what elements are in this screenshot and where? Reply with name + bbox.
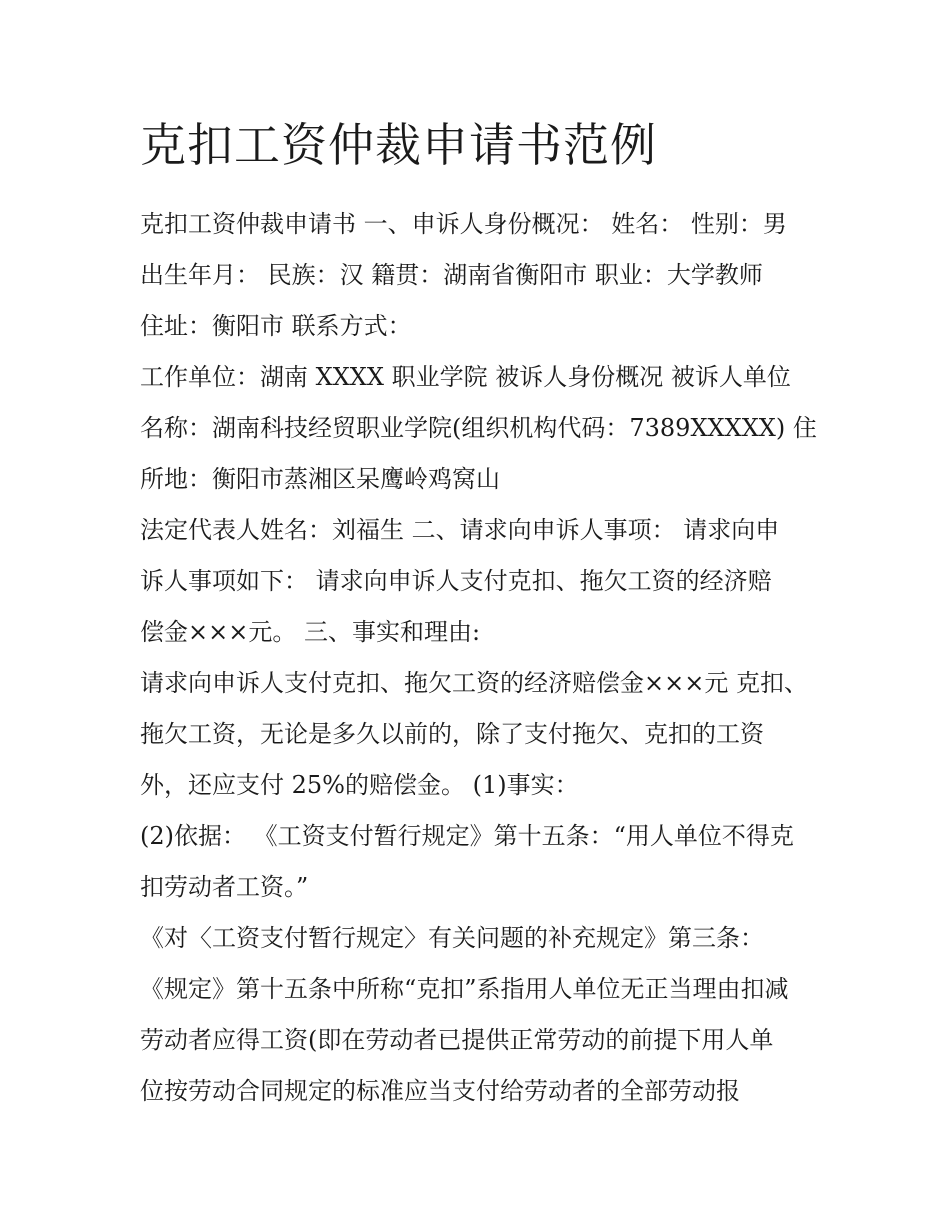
body-line: 工作单位：湖南 XXXX 职业学院 被诉人身份概况 被诉人单位	[140, 363, 791, 391]
body-line: 《规定》第十五条中所称“克扣”系指用人单位无正当理由扣减	[140, 975, 789, 1003]
body-line: 扣劳动者工资。”	[140, 873, 309, 901]
body-line: 名称：湖南科技经贸职业学院(组织机构代码：7389XXXXX) 住	[140, 414, 817, 442]
body-line: 诉人事项如下： 请求向申诉人支付克扣、拖欠工资的经济赔	[140, 567, 772, 595]
document-title: 克扣工资仲裁申请书范例	[140, 118, 657, 172]
body-line: 所地：衡阳市蒸湘区呆鹰岭鸡窝山	[140, 465, 500, 493]
body-line: 劳动者应得工资(即在劳动者已提供正常劳动的前提下用人单	[140, 1026, 774, 1054]
body-line: 外，还应支付 25%的赔偿金。 (1)事实：	[140, 771, 579, 799]
body-line: (2)依据： 《工资支付暂行规定》第十五条：“用人单位不得克	[140, 822, 794, 850]
body-line: 偿金×××元。 三、事实和理由:	[140, 618, 481, 646]
body-line: 克扣工资仲裁申请书 一、申诉人身份概况： 姓名： 性别：男	[140, 210, 787, 238]
body-line: 法定代表人姓名：刘福生 二、请求向申诉人事项： 请求向申	[140, 516, 780, 544]
document-body	[140, 199, 820, 1117]
body-line: 《对〈工资支付暂行规定〉有关问题的补充规定》第三条：	[140, 924, 764, 952]
body-line: 住址：衡阳市 联系方式：	[140, 312, 412, 340]
body-line: 出生年月： 民族：汉 籍贯：湖南省衡阳市 职业：大学教师	[140, 261, 763, 289]
body-line: 请求向申诉人支付克扣、拖欠工资的经济赔偿金×××元 克扣、	[140, 669, 808, 697]
body-line: 位按劳动合同规定的标准应当支付给劳动者的全部劳动报	[140, 1077, 740, 1105]
body-line: 拖欠工资，无论是多久以前的，除了支付拖欠、克扣的工资	[140, 720, 764, 748]
